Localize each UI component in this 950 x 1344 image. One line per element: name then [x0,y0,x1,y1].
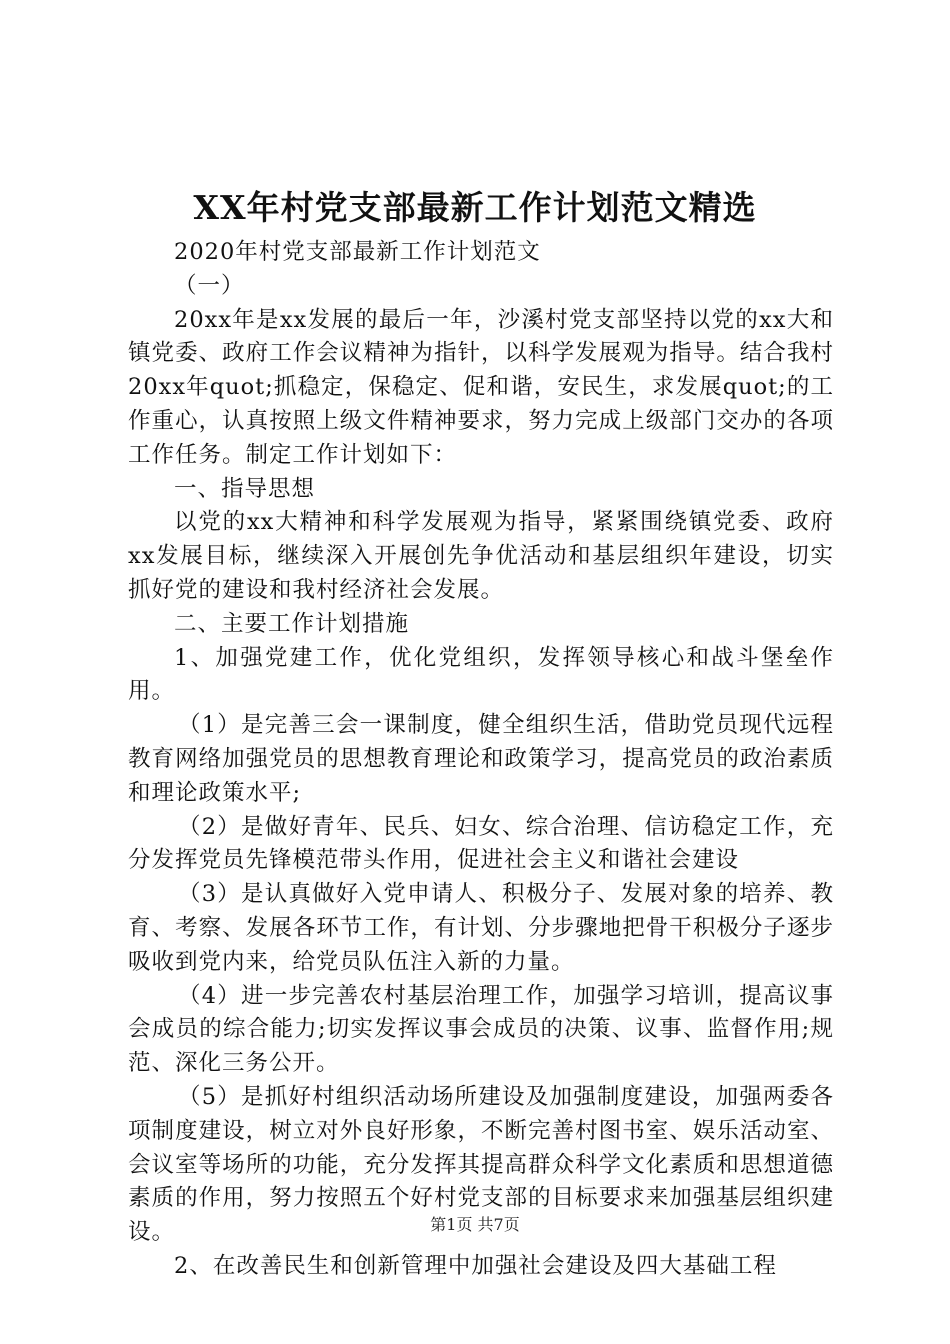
subtitle-paragraph: 2020年村党支部最新工作计划范文 [174,239,541,265]
document-body [128,236,834,1284]
heading-main-measures: 二、主要工作计划措施 [174,610,410,637]
section-number-paragraph: （一） [174,272,245,299]
page-footer: 第1页 共7页 [430,1215,520,1234]
measure-1-item-1: （1）是完善三会一课制度，健全组织生活，借助党员现代远程教育网络加强党员的思想教育理论和政策学习，提高党员的政治素质和理论政策水平; [128,712,834,806]
document-title: XX年村党支部最新工作计划范文精选 [193,188,757,227]
measure-1-item-5: （5）是抓好村组织活动场所建设及加强制度建设，加强两委各项制度建设，树立对外良好形象，不断完善村图书室、娱乐活动室、会议室等场所的功能，充分发挥其提高群众科学文化素质和思想道德素质的作用，努力按照五个好村党支部的目标要求来加强基层组织建设。 [128,1083,834,1246]
measure-2-paragraph: 2、在改善民生和创新管理中加强社会建设及四大基础工程 [174,1252,777,1279]
heading-guiding-thought: 一、指导思想 [174,475,316,502]
measure-1-paragraph: 1、加强党建工作，优化党组织，发挥领导核心和战斗堡垒作用。 [128,644,834,705]
measure-1-item-2: （2）是做好青年、民兵、妇女、综合治理、信访稳定工作，充分发挥党员先锋模范带头作用，促进社会主义和谐社会建设 [128,813,834,874]
intro-paragraph: 20xx年是xx发展的最后一年，沙溪村党支部坚持以党的xx大和镇党委、政府工作会议精神为指针，以科学发展观为指导。结合我村20xx年quot;抓稳定，保稳定、促和谐，安民生，求发展quot;的工作重心，认真按照上级文件精神要求，努力完成上级部门交办的各项工作任务。制定工作计划如下： [128,306,834,468]
guiding-thought-paragraph: 以党的xx大精神和科学发展观为指导，紧紧围绕镇党委、政府xx发展目标，继续深入开展创先争优活动和基层组织年建设，切实抓好党的建设和我村经济社会发展。 [128,509,834,603]
measure-1-item-4: （4）进一步完善农村基层治理工作，加强学习培训，提高议事会成员的综合能力;切实发挥议事会成员的决策、议事、监督作用;规范、深化三务公开。 [128,982,834,1077]
measure-1-item-3: （3）是认真做好入党申请人、积极分子、发展对象的培养、教育、考察、发展各环节工作，有计划、分步骤地把骨干积极分子逐步吸收到党内来，给党员队伍注入新的力量。 [128,881,834,975]
